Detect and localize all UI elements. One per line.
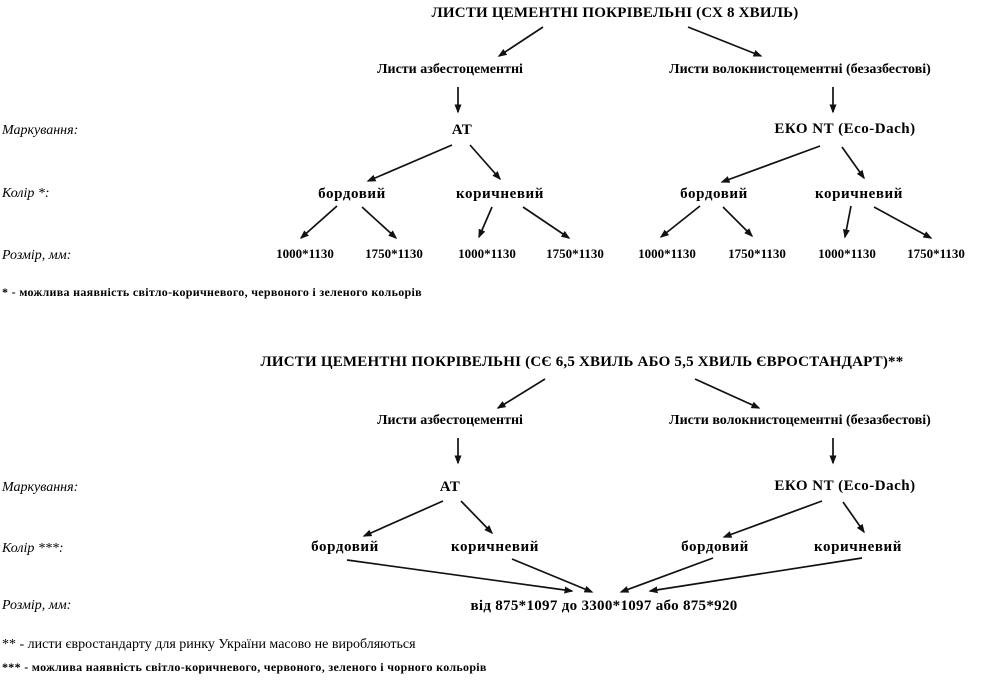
diagram1-branch-asbestos: Листи азбестоцементні bbox=[377, 62, 523, 77]
diagram2-title: ЛИСТИ ЦЕМЕНТНІ ПОКРІВЕЛЬНІ (СЄ 6,5 ХВИЛЬ АБО 5,5 ХВИЛЬ ЄВРОСТАНДАРТ)** bbox=[260, 354, 904, 370]
diagram1-size-1: 1000*1130 bbox=[276, 246, 334, 261]
diagram1-color-3: бордовий bbox=[680, 186, 748, 202]
diagram1-size-6: 1750*1130 bbox=[728, 246, 786, 261]
diagram1-color-4: коричневий bbox=[814, 186, 904, 202]
diagram2-row-label-marking: Маркування: bbox=[2, 480, 79, 495]
diagram1-color-1: бордовий bbox=[318, 186, 386, 202]
diagram2-branch-fiber: Листи волокнистоцементні (безазбестові) bbox=[669, 413, 931, 428]
diagram1-title: ЛИСТИ ЦЕМЕНТНІ ПОКРІВЕЛЬНІ (СХ 8 ХВИЛЬ) bbox=[431, 5, 799, 21]
diagram2-color-4: коричневий bbox=[813, 539, 903, 555]
diagram1-marking-eko: ЕКО NT (Eco-Dach) bbox=[774, 121, 916, 137]
diagram1-size-2: 1750*1130 bbox=[365, 246, 423, 261]
diagram1-marking-at: АТ bbox=[451, 122, 473, 138]
diagram1-row-label-size: Розмір, мм: bbox=[2, 248, 72, 263]
diagram1-size-4: 1750*1130 bbox=[546, 246, 604, 261]
diagram1-size-3: 1000*1130 bbox=[458, 246, 516, 261]
diagram1-branch-fiber: Листи волокнистоцементні (безазбестові) bbox=[669, 62, 931, 77]
diagram1-row-label-color: Колір *: bbox=[2, 186, 50, 201]
diagram2-footnote-eurostandard: ** - листи євростандарту для ринку України масово не виробляються bbox=[2, 637, 416, 652]
diagram2-row-label-size: Розмір, мм: bbox=[2, 598, 72, 613]
diagram1-size-8: 1750*1130 bbox=[907, 246, 965, 261]
diagram2-color-2: коричневий bbox=[450, 539, 540, 555]
diagram1-size-7: 1000*1130 bbox=[818, 246, 876, 261]
diagram1-color-2: коричневий bbox=[455, 186, 545, 202]
diagram2-branch-asbestos: Листи азбестоцементні bbox=[377, 413, 523, 428]
diagram1-footnote: * - можлива наявність світло-коричневого, червоного і зеленого кольорів bbox=[2, 285, 422, 299]
diagram2-marking-at: АТ bbox=[439, 479, 461, 495]
diagram2-color-3: бордовий bbox=[681, 539, 749, 555]
diagram1-size-5: 1000*1130 bbox=[638, 246, 696, 261]
diagram2-marking-eko: ЕКО NT (Eco-Dach) bbox=[774, 478, 916, 494]
diagram2-row-label-color: Колір ***: bbox=[2, 541, 64, 556]
diagram1-row-label-marking: Маркування: bbox=[2, 123, 79, 138]
diagram2-size-range: від 875*1097 до 3300*1097 або 875*920 bbox=[470, 598, 738, 614]
diagram2-color-1: бордовий bbox=[311, 539, 379, 555]
diagram2-footnote-colors: *** - можлива наявність світло-коричневого, червоного, зеленого і чорного кольорів bbox=[2, 660, 487, 674]
